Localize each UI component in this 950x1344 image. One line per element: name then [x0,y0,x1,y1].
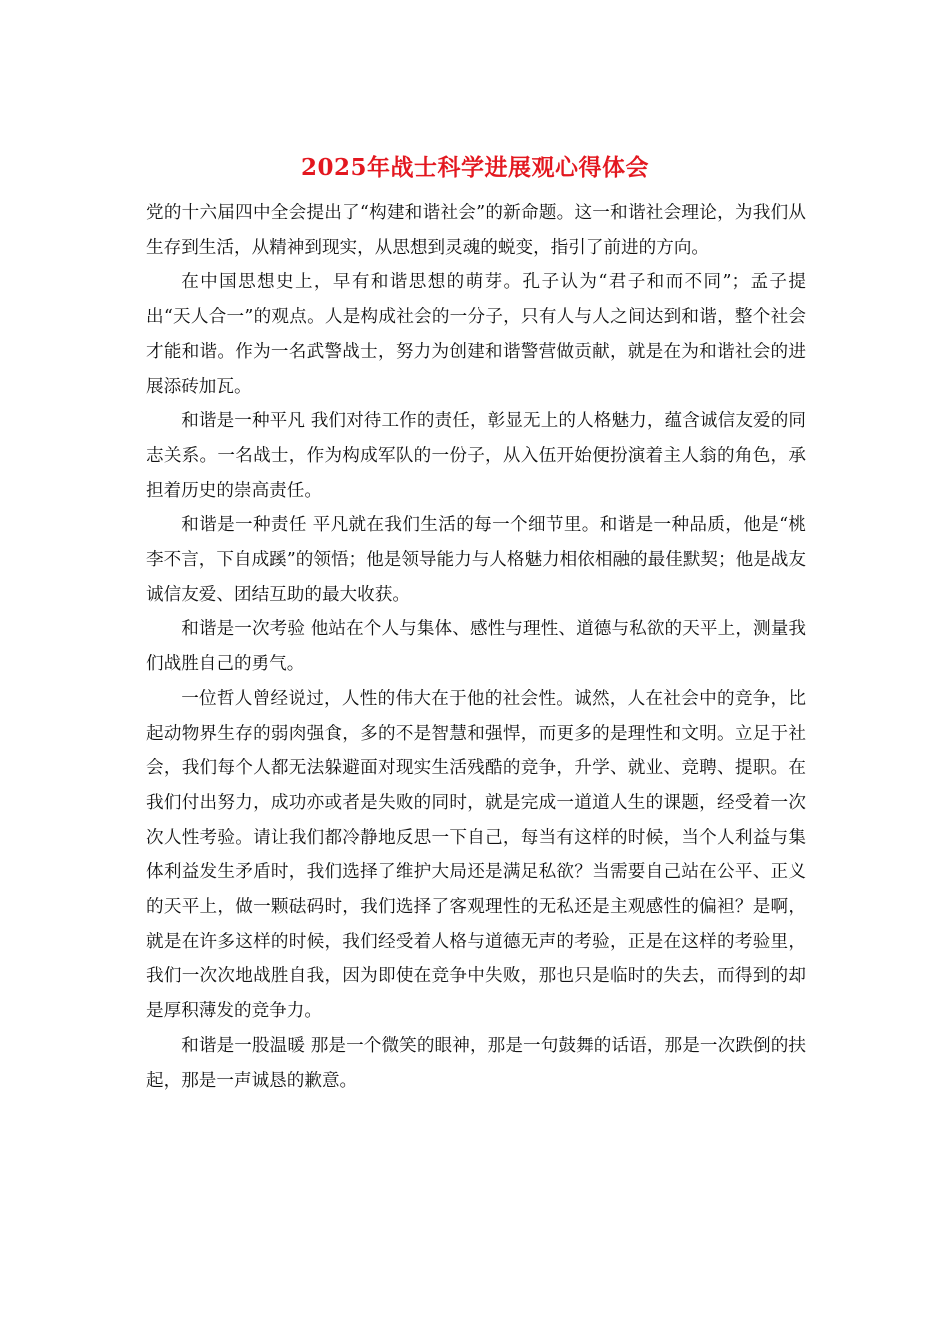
paragraph-ordinary: 和谐是一种平凡 我们对待工作的责任，彰显无上的人格魅力，蕴含诚信友爱的同志关系。一名战士，作为构成军队的一份子，从入伍开始便扮演着主人翁的角色，承担着历史的崇高责任。 [146,411,806,501]
paragraph-philosopher: 一位哲人曾经说过，人性的伟大在于他的社会性。诚然，人在社会中的竞争，比起动物界生存的弱肉强食，多的不是智慧和强悍，而更多的是理性和文明。立足于社会，我们每个人都无法躲避面对现实生活残酷的竞争，升学、就业、竞聘、提职。在我们付出努力，成功亦或者是失败的同时，就是完成一道道人生的课题，经受着一次次人性考验。请让我们都冷静地反思一下自己，每当有这样的时候，当个人利益与集体利益发生矛盾时，我们选择了维护大局还是满足私欲？当需要自己站在公平、正义的天平上，做一颗砝码时，我们选择了客观理性的无私还是主观感性的偏袒？是啊，就是在许多这样的时候，我们经受着人格与道德无声的考验，正是在这样的考验里，我们一次次地战胜自我，因为即使在竞争中失败，那也只是临时的失去，而得到的却是厚积薄发的竞争力。 [146,688,806,1022]
paragraph-intro: 党的十六届四中全会提出了“构建和谐社会”的新命题。这一和谐社会理论，为我们从生存到生活，从精神到现实，从思想到灵魂的蜕变，指引了前进的方向。 [146,203,806,258]
document-body [146,196,806,1098]
paragraph-test: 和谐是一次考验 他站在个人与集体、感性与理性、道德与私欲的天平上，测量我们战胜自己的勇气。 [146,619,806,675]
paragraph-responsibility: 和谐是一种责任 平凡就在我们生活的每一个细节里。和谐是一种品质，他是“桃李不言，下自成蹊”的领悟；他是领导能力与人格魅力相依相融的最佳默契；他是战友诚信友爱、团结互助的最大收获。 [146,515,806,605]
paragraph-history: 在中国思想史上，早有和谐思想的萌芽。孔子认为“君子和而不同”；孟子提出“天人合一”的观点。人是构成社会的一分子，只有人与人之间达到和谐，整个社会才能和谐。作为一名武警战士，努力为创建和谐警营做贡献，就是在为和谐社会的进展添砖加瓦。 [146,272,806,397]
paragraph-warmth: 和谐是一股温暖 那是一个微笑的眼神，那是一句鼓舞的话语，那是一次跌倒的扶起，那是一声诚恳的歉意。 [146,1035,806,1091]
document-title: 2025年战士科学进展观心得体会 [300,154,649,181]
